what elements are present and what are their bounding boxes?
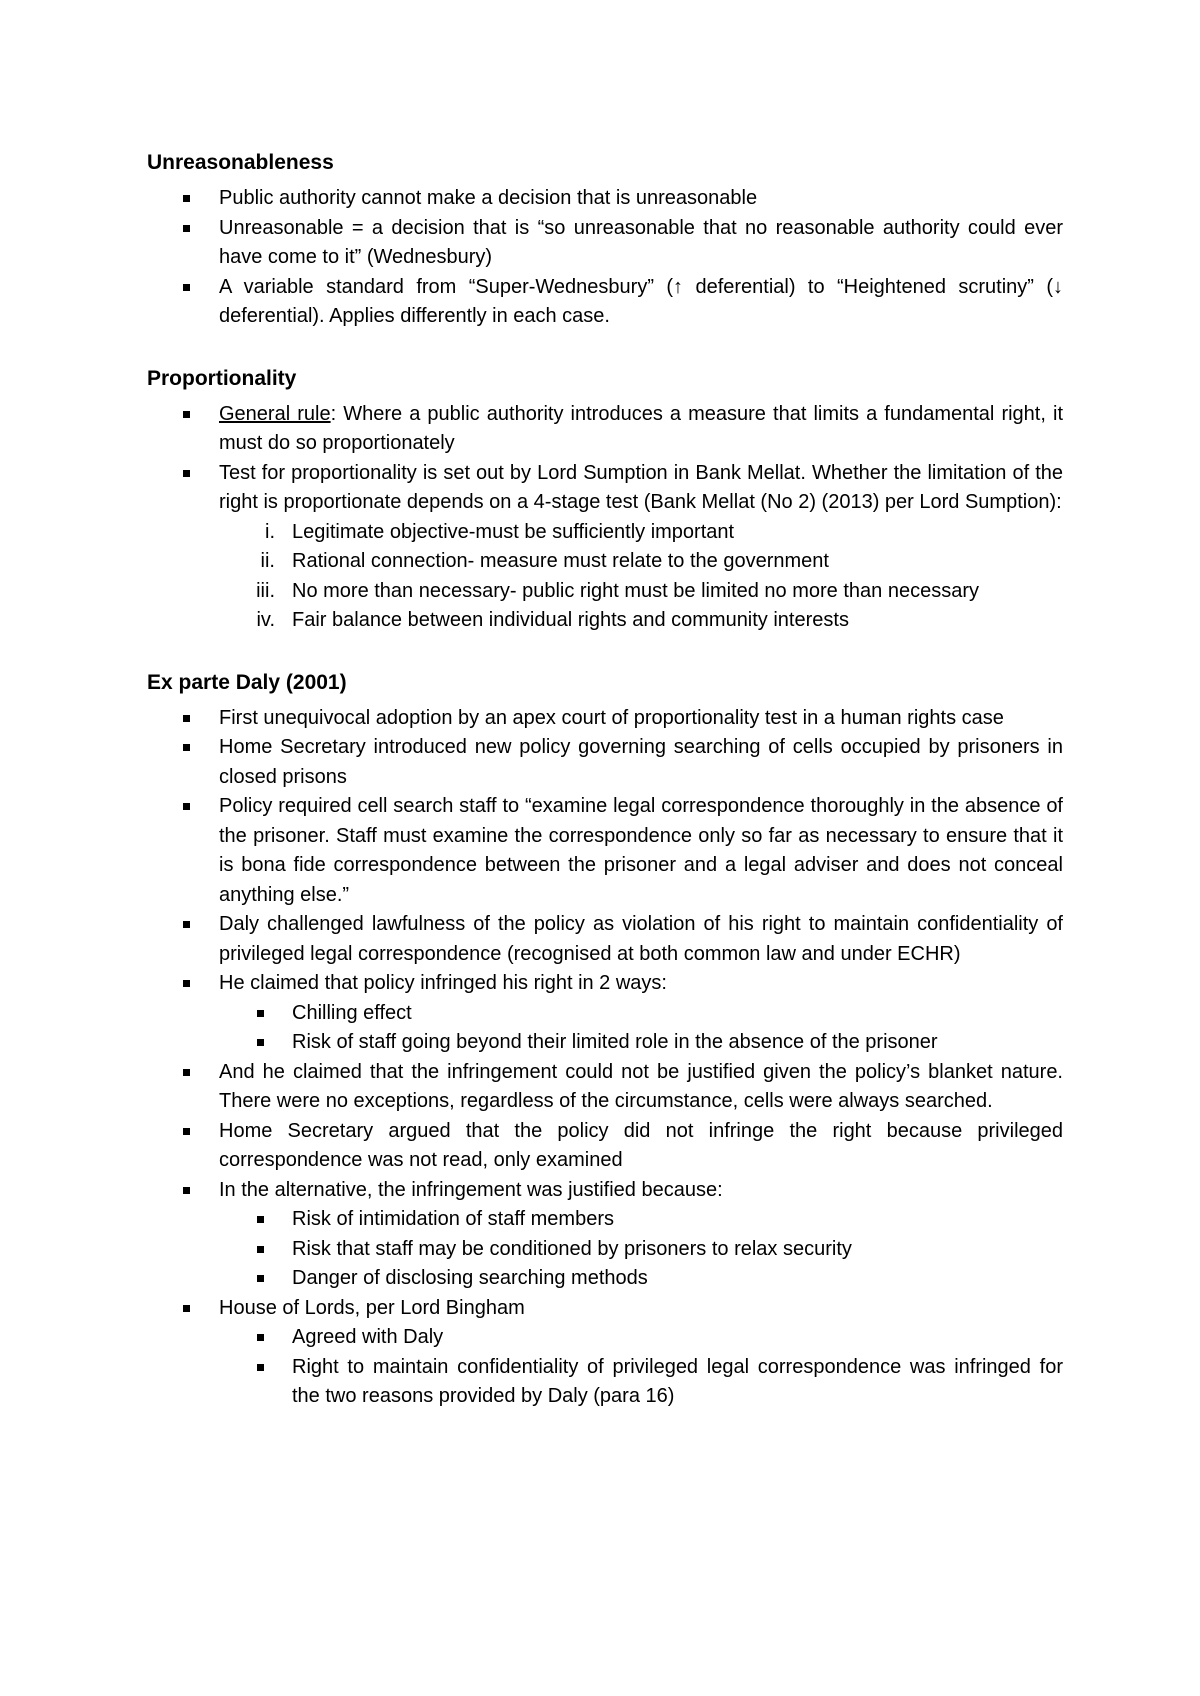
square-bullet-icon [183, 744, 190, 751]
numbered-item-text: No more than necessary- public right must be limited no more than necessary [292, 579, 979, 602]
sub-list-item [147, 1264, 1063, 1294]
list-item [147, 1176, 1063, 1206]
list-item [147, 704, 1063, 734]
list-item [147, 1294, 1063, 1324]
square-bullet-icon [183, 1128, 190, 1135]
sub-list-item-text: Danger of disclosing searching methods [292, 1267, 648, 1289]
numbered-item-text: Rational connection- measure must relate to the government [292, 550, 829, 572]
list-item-text: A variable standard from “Super-Wednesbury” (↑ deferential) to “Heightened scrutiny” (↓ deferential). Applies differently in each case. [219, 275, 1063, 327]
square-bullet-icon [183, 1187, 190, 1194]
square-bullet-icon [183, 225, 190, 232]
section-heading: Proportionality [147, 366, 297, 390]
square-bullet-icon [183, 803, 190, 810]
list-item-text: He claimed that policy infringed his right in 2 ways: [219, 972, 667, 994]
square-bullet-icon [183, 715, 190, 722]
list-item-text: Test for proportionality is set out by Lord Sumption in Bank Mellat. Whether the limitation of the right is proportionate depends on a 4-stage test (Bank Mellat (No 2) (2013) per Lord Sumption): [219, 461, 1063, 513]
roman-numeral: iv. [256, 609, 275, 631]
list-item [147, 969, 1063, 999]
list-item-text: Unreasonable = a decision that is “so unreasonable that no reasonable authority could ever have come to it” (Wednesbury) [219, 216, 1063, 268]
list-item [147, 273, 1063, 332]
sub-list-item-text: Right to maintain confidentiality of privileged legal correspondence was infringed for the two reasons provided by Daly (para 16) [292, 1355, 1063, 1407]
sub-list-item-text: Risk that staff may be conditioned by prisoners to relax security [292, 1237, 852, 1260]
square-bullet-icon [257, 1275, 264, 1282]
sub-list-item-text: Risk of intimidation of staff members [292, 1208, 614, 1230]
list-item-text: In the alternative, the infringement was justified because: [219, 1178, 723, 1201]
list-item [147, 1117, 1063, 1176]
numbered-item [147, 606, 1063, 636]
sub-list-item [147, 999, 1063, 1029]
square-bullet-icon [257, 1039, 264, 1046]
list-item [147, 910, 1063, 969]
list-item [147, 400, 1063, 459]
numbered-item [147, 577, 1063, 607]
list-item [147, 459, 1063, 518]
sub-list-item-text: Agreed with Daly [292, 1326, 444, 1348]
square-bullet-icon [183, 1305, 190, 1312]
roman-numeral: ii. [260, 550, 275, 572]
sub-list-item-text: Risk of staff going beyond their limited role in the absence of the prisoner [292, 1031, 938, 1053]
section-proportionality [147, 366, 1063, 636]
list-item-text: Home Secretary argued that the policy did not infringe the right because privileged correspondence was not read, only examined [219, 1119, 1063, 1171]
list-item-text: First unequivocal adoption by an apex court of proportionality test in a human rights case [219, 706, 1004, 729]
square-bullet-icon [257, 1334, 264, 1341]
list-item [147, 184, 1063, 214]
square-bullet-icon [257, 1010, 264, 1017]
general-rule-label: General rule [219, 402, 331, 425]
square-bullet-icon [183, 470, 190, 477]
list-item-text: House of Lords, per Lord Bingham [219, 1296, 525, 1319]
square-bullet-icon [183, 284, 190, 291]
section-heading: Ex parte Daly (2001) [147, 670, 347, 694]
list-item-text: Daly challenged lawfulness of the policy as violation of his right to maintain confidentiality of privileged legal correspondence (recognised at both common law and under ECHR) [219, 913, 1063, 965]
square-bullet-icon [183, 980, 190, 987]
list-item [147, 1058, 1063, 1117]
sub-list-item-text: Chilling effect [292, 1001, 412, 1024]
sub-list-item [147, 1235, 1063, 1265]
list-item [147, 792, 1063, 910]
list-item-text: Public authority cannot make a decision that is unreasonable [219, 187, 758, 209]
numbered-item-text: Legitimate objective-must be sufficiently important [292, 520, 735, 543]
list-item [147, 214, 1063, 273]
square-bullet-icon [183, 195, 190, 202]
roman-numeral: i. [265, 520, 275, 543]
square-bullet-icon [257, 1216, 264, 1223]
list-item [147, 733, 1063, 792]
sub-list-item [147, 1028, 1063, 1058]
list-item-text: : Where a public authority introduces a measure that limits a fundamental right, it must do so proportionately [219, 402, 1063, 454]
section-ex-parte-daly [147, 670, 1063, 1412]
section-unreasonableness [147, 150, 1063, 332]
numbered-item [147, 518, 1063, 548]
sub-list-item [147, 1205, 1063, 1235]
numbered-item [147, 547, 1063, 577]
square-bullet-icon [183, 1069, 190, 1076]
section-heading: Unreasonableness [147, 151, 334, 174]
square-bullet-icon [183, 411, 190, 418]
list-item-text: Policy required cell search staff to “examine legal correspondence thoroughly in the absence of the prisoner. Staff must examine the correspondence only so far as necessary to ensure that it is bona fide correspondence between the prisoner and a legal adviser and does not conceal anything else.” [219, 795, 1063, 906]
roman-numeral: iii. [256, 579, 275, 602]
square-bullet-icon [183, 921, 190, 928]
list-item-text: Home Secretary introduced new policy governing searching of cells occupied by prisoners in closed prisons [219, 736, 1063, 788]
sub-list-item [147, 1323, 1063, 1353]
square-bullet-icon [257, 1364, 264, 1371]
list-item-text: And he claimed that the infringement could not be justified given the policy’s blanket nature. There were no exceptions, regardless of the circumstance, cells were always searched. [219, 1060, 1063, 1112]
sub-list-item [147, 1353, 1063, 1412]
square-bullet-icon [257, 1246, 264, 1253]
numbered-item-text: Fair balance between individual rights and community interests [292, 609, 849, 631]
